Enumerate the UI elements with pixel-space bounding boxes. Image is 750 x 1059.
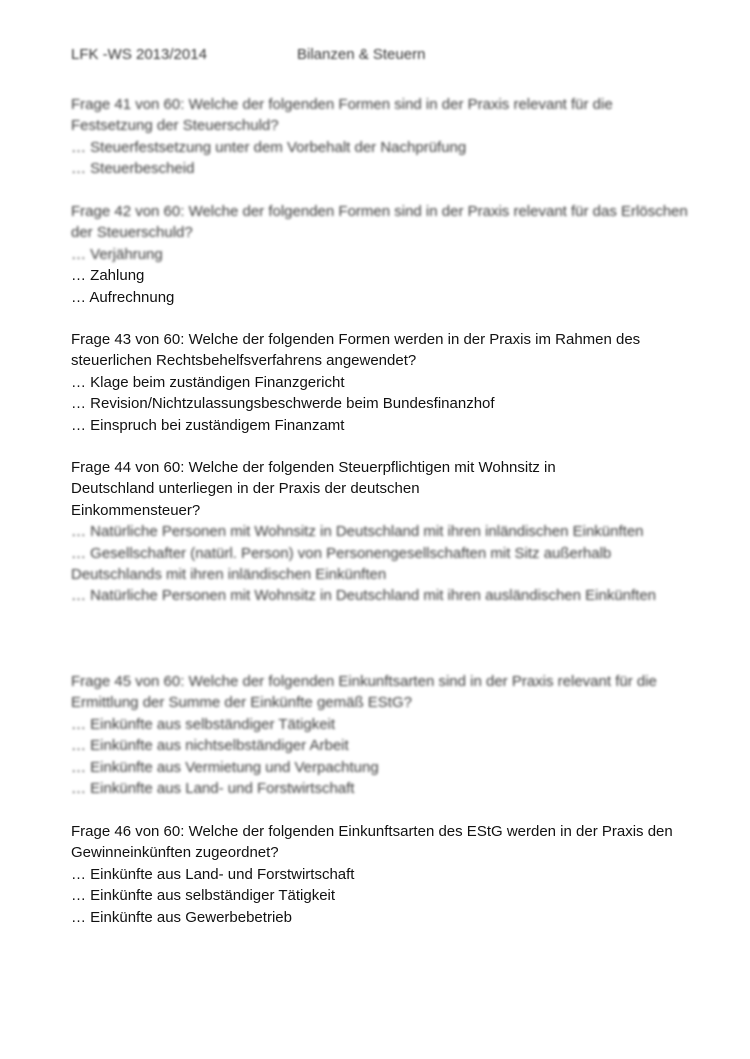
question-prompt: Frage 43 von 60: Welche der folgenden Formen werden in der Praxis im Rahmen des steuerlichen Rechtsbehelfsverfahrens angewendet?: [71, 331, 641, 370]
question-41: [71, 94, 691, 180]
answer-option: … Einkünfte aus Gewerbebetrieb: [71, 908, 292, 926]
answer-option: … Einkünfte aus nichtselbständiger Arbeit: [71, 737, 349, 755]
answer-option: … Verjährung: [71, 245, 163, 263]
question-prompt: Frage 42 von 60: Welche der folgenden Formen sind in der Praxis relevant für das Erlöschen der Steuerschuld?: [71, 203, 688, 242]
answer-option: … Natürliche Personen mit Wohnsitz in Deutschland mit ihren ausländischen Einkünften: [71, 587, 657, 605]
answer-option: … Revision/Nichtzulassungsbeschwerde beim Bundesfinanzhof: [71, 395, 495, 413]
answer-option: … Gesellschafter (natürl. Person) von Personengesellschaften mit Sitz außerhalb Deutschlands mit ihren inländischen Einkünften: [71, 544, 612, 584]
subject-title: Bilanzen & Steuern: [297, 46, 426, 63]
question-44: [71, 457, 691, 607]
answer-option: … Einkünfte aus Land- und Forstwirtschaft: [71, 865, 355, 883]
answer-option: … Einkünfte aus Land- und Forstwirtschaft: [71, 780, 355, 798]
question-46: [71, 821, 691, 928]
question-prompt-line: Einkommensteuer?: [71, 501, 201, 519]
question-prompt: Frage 41 von 60: Welche der folgenden Formen sind in der Praxis relevant für die Festsetzung der Steuerschuld?: [71, 96, 613, 135]
question-43: [71, 329, 691, 436]
answer-option: … Einkünfte aus selbständiger Tätigkeit: [71, 715, 336, 733]
answer-option: … Steuerfestsetzung unter dem Vorbehalt der Nachprüfung: [71, 138, 467, 156]
answer-option: … Einkünfte aus selbständiger Tätigkeit: [71, 887, 336, 905]
course-label: LFK -WS 2013/2014: [71, 46, 207, 63]
answer-option: … Zahlung: [71, 267, 145, 285]
answer-option: … Einkünfte aus Vermietung und Verpachtung: [71, 758, 379, 776]
answer-option: … Einspruch bei zuständigem Finanzamt: [71, 416, 345, 434]
answer-option: … Steuerbescheid: [71, 160, 195, 178]
question-prompt: Frage 45 von 60: Welche der folgenden Einkunftsarten sind in der Praxis relevant für die Ermittlung der Summe der Einkünfte gemäß EStG?: [71, 673, 657, 712]
question-prompt: Frage 46 von 60: Welche der folgenden Einkunftsarten des EStG werden in der Praxis den Gewinneinkünften zugeordnet?: [71, 823, 673, 862]
page-header: [71, 46, 691, 68]
question-42: [71, 201, 691, 308]
question-45: [71, 671, 691, 799]
answer-option: … Klage beim zuständigen Finanzgericht: [71, 373, 345, 391]
answer-option: … Natürliche Personen mit Wohnsitz in Deutschland mit ihren inländischen Einkünften: [71, 523, 644, 541]
question-prompt-line: Frage 44 von 60: Welche der folgenden Steuerpflichtigen mit Wohnsitz in: [71, 459, 556, 476]
question-prompt-line: Deutschland unterliegen in der Praxis der deutschen: [71, 480, 420, 498]
answer-option: … Aufrechnung: [71, 288, 175, 306]
